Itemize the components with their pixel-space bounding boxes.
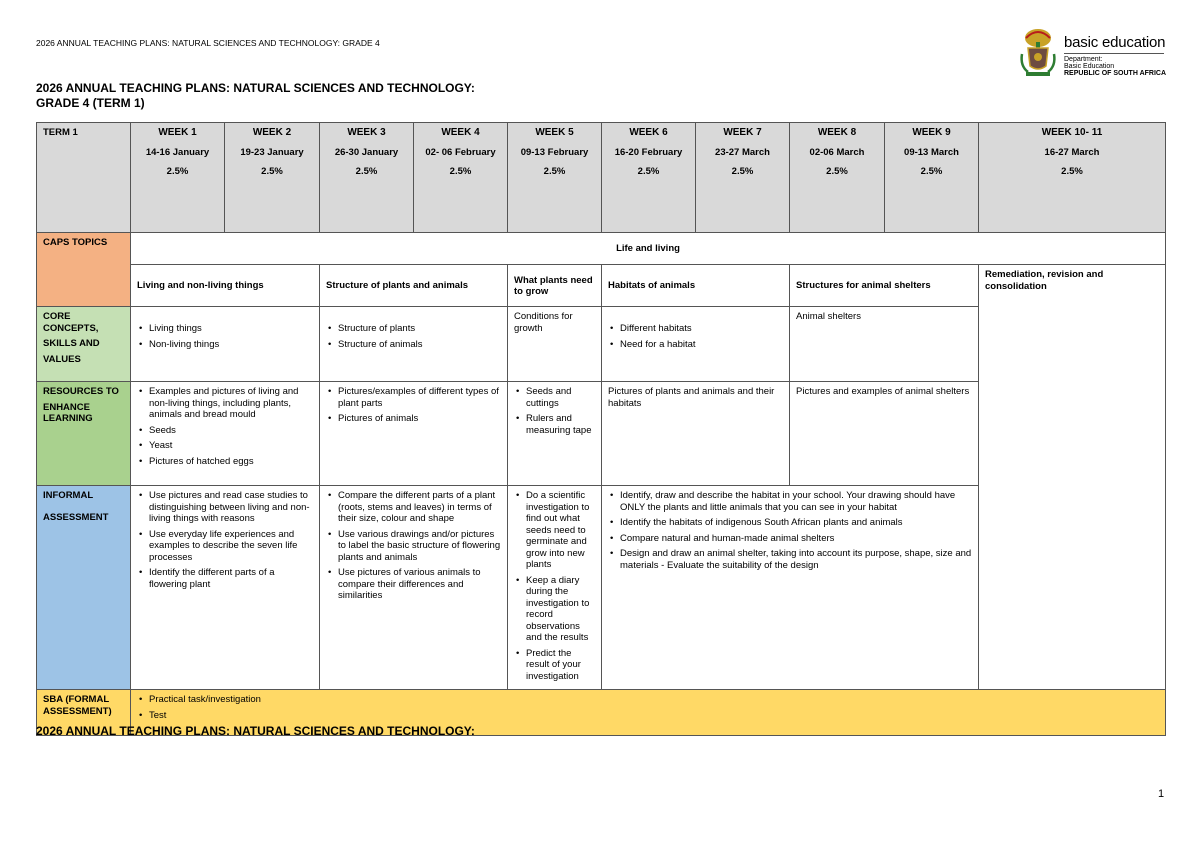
week-dates: 02- 06 February bbox=[425, 146, 496, 158]
list-item: • Identify the habitats of indigenous South African plants and animals bbox=[620, 517, 972, 529]
list-item: • Seeds bbox=[149, 425, 313, 437]
core-label-line3: VALUES bbox=[43, 353, 81, 365]
resources-cell-growth bbox=[508, 382, 602, 486]
informal-cell-living bbox=[131, 486, 320, 690]
res-label-line2: ENHANCE LEARNING bbox=[43, 401, 93, 424]
running-header: 2026 ANNUAL TEACHING PLANS: NATURAL SCIENCES AND TECHNOLOGY: GRADE 4 bbox=[36, 38, 380, 48]
week-pct: 2.5% bbox=[826, 166, 848, 177]
list-item: • Living things bbox=[149, 323, 313, 335]
core-cell-structure bbox=[320, 307, 508, 382]
list-item: • Do a scientific investigation to find out what seeds need to germinate and grow into new plants bbox=[526, 490, 595, 571]
week-name: WEEK 10- 11 bbox=[1041, 127, 1103, 138]
week-cell bbox=[414, 123, 508, 233]
week-dates: 23-27 March bbox=[715, 146, 770, 158]
week-cell bbox=[790, 123, 885, 233]
resources-label bbox=[37, 382, 131, 486]
topic-animal-shelters: Structures for animal shelters bbox=[790, 265, 979, 307]
week-pct: 2.5% bbox=[449, 166, 472, 177]
core-cell-shelters: Animal shelters bbox=[790, 307, 979, 382]
week-dates: 02-06 March bbox=[809, 146, 865, 158]
week-pct: 2.5% bbox=[543, 166, 566, 177]
week-pct: 2.5% bbox=[166, 166, 189, 177]
week-dates: 14-16 January bbox=[145, 146, 210, 158]
title-line-2: GRADE 4 (TERM 1) bbox=[36, 96, 145, 110]
week-cell bbox=[602, 123, 696, 233]
res-label-line1: RESOURCES TO bbox=[43, 386, 119, 397]
inf-label-line1: INFORMAL bbox=[43, 490, 94, 501]
week-dates: 19-23 January bbox=[240, 146, 304, 158]
list-item: • Yeast bbox=[149, 440, 313, 452]
list-item: • Use various drawings and/or pictures to label the basic structure of flowering plants and animals bbox=[338, 529, 501, 564]
caps-topics-label: CAPS TOPICS bbox=[37, 233, 131, 307]
list-item: • Compare the different parts of a plant (roots, stems and leaves) in terms of their size, colour and shape bbox=[338, 490, 501, 525]
week-pct: 2.5% bbox=[920, 166, 943, 177]
list-item: • Examples and pictures of living and non-living things, including plants, animals and bread mould bbox=[149, 386, 313, 421]
logo-dept-line1: Department: bbox=[1064, 56, 1103, 63]
list-item: • Seeds and cuttings bbox=[526, 386, 595, 409]
resources-cell-structure bbox=[320, 382, 508, 486]
week-dates: 09-13 February bbox=[520, 146, 589, 158]
list-item: • Design and draw an animal shelter, taking into account its purpose, shape, size and materials - Evaluate the suitability of the design bbox=[620, 548, 972, 571]
coat-of-arms-icon bbox=[1018, 26, 1058, 78]
caps-topics-row bbox=[37, 265, 1166, 307]
list-item: • Need for a habitat bbox=[620, 339, 783, 351]
core-cell-growth: Conditions for growth bbox=[508, 307, 602, 382]
topic-structure-plants-animals: Structure of plants and animals bbox=[320, 265, 508, 307]
list-item: • Test bbox=[149, 710, 1159, 722]
list-item: • Rulers and measuring tape bbox=[526, 413, 595, 436]
week-pct: 2.5% bbox=[731, 166, 754, 177]
topic-what-plants-need: What plants need to grow bbox=[508, 265, 602, 307]
dbe-logo bbox=[1018, 26, 1168, 80]
document-title bbox=[36, 81, 475, 111]
list-item: • Pictures/examples of different types of plant parts bbox=[338, 386, 501, 409]
list-item: • Compare natural and human-made animal shelters bbox=[620, 533, 972, 545]
resources-cell-shelters: Pictures and examples of animal shelters bbox=[790, 382, 979, 486]
term-label: TERM 1 bbox=[37, 123, 131, 233]
week-name: WEEK 9 bbox=[912, 127, 951, 138]
list-item: • Use pictures and read case studies to distinguishing between living and non-living things with reasons bbox=[149, 490, 313, 525]
list-item: • Structure of animals bbox=[338, 339, 501, 351]
inf-label-line2: ASSESSMENT bbox=[43, 511, 109, 523]
topic-habitats: Habitats of animals bbox=[602, 265, 790, 307]
list-item: • Practical task/investigation bbox=[149, 694, 1159, 706]
week-header-row bbox=[37, 123, 1166, 233]
informal-cell-habitats-shelters bbox=[602, 486, 979, 690]
week-cell bbox=[131, 123, 225, 233]
week-pct: 2.5% bbox=[637, 166, 660, 177]
week-pct: 2.5% bbox=[355, 166, 378, 177]
list-item: • Use pictures of various animals to compare their differences and similarities bbox=[338, 567, 501, 602]
week-cell bbox=[696, 123, 790, 233]
week-dates: 16-20 February bbox=[614, 146, 683, 158]
informal-cell-structure bbox=[320, 486, 508, 690]
list-item: • Identify, draw and describe the habitat in your school. Your drawing should have ONLY the plants and little animals that you can see in your habitat bbox=[620, 490, 972, 513]
topic-remediation: Remediation, revision and consolidation bbox=[979, 265, 1166, 690]
week-name: WEEK 6 bbox=[629, 127, 668, 138]
next-section-title: 2026 ANNUAL TEACHING PLANS: NATURAL SCIENCES AND TECHNOLOGY: bbox=[36, 724, 475, 738]
list-item: • Identify the different parts of a flowering plant bbox=[149, 567, 313, 590]
week-cell bbox=[320, 123, 414, 233]
strand-title: Life and living bbox=[131, 233, 1166, 265]
logo-title: basic education bbox=[1064, 34, 1166, 51]
page-number: 1 bbox=[1158, 788, 1165, 800]
teaching-plan-table bbox=[36, 122, 1166, 736]
week-name: WEEK 3 bbox=[347, 127, 386, 138]
list-item: • Different habitats bbox=[620, 323, 783, 335]
week-cell bbox=[885, 123, 979, 233]
list-item: • Predict the result of your investigation bbox=[526, 648, 595, 683]
week-name: WEEK 1 bbox=[158, 127, 197, 138]
sba-label: SBA (FORMAL ASSESSMENT) bbox=[37, 690, 131, 736]
resources-cell-habitats: Pictures of plants and animals and their habitats bbox=[602, 382, 790, 486]
week-cell bbox=[508, 123, 602, 233]
week-dates: 09-13 March bbox=[904, 146, 959, 158]
logo-dept-line2: Basic Education bbox=[1064, 63, 1115, 70]
core-label-line1: CORE CONCEPTS, bbox=[43, 311, 99, 334]
resources-cell-living bbox=[131, 382, 320, 486]
logo-country: REPUBLIC OF SOUTH AFRICA bbox=[1064, 70, 1167, 77]
list-item: • Pictures of animals bbox=[338, 413, 501, 425]
core-cell-living bbox=[131, 307, 320, 382]
list-item: • Non-living things bbox=[149, 339, 313, 351]
list-item: • Use everyday life experiences and examples to describe the seven life processes bbox=[149, 529, 313, 564]
logo-divider bbox=[1064, 53, 1164, 54]
caps-strand-row bbox=[37, 233, 1166, 265]
list-item: • Structure of plants bbox=[338, 323, 501, 335]
list-item: • Pictures of hatched eggs bbox=[149, 456, 313, 468]
core-label-line2: SKILLS AND bbox=[43, 338, 100, 349]
week-cell bbox=[979, 123, 1166, 233]
informal-cell-growth bbox=[508, 486, 602, 690]
week-pct: 2.5% bbox=[1061, 166, 1083, 177]
core-cell-habitats bbox=[602, 307, 790, 382]
week-name: WEEK 4 bbox=[441, 127, 480, 138]
title-line-1: 2026 ANNUAL TEACHING PLANS: NATURAL SCIENCES AND TECHNOLOGY: bbox=[36, 81, 475, 95]
week-name: WEEK 7 bbox=[723, 127, 762, 138]
week-name: WEEK 8 bbox=[817, 127, 857, 138]
week-name: WEEK 2 bbox=[252, 127, 292, 138]
week-dates: 26-30 January bbox=[334, 146, 399, 158]
week-name: WEEK 5 bbox=[535, 127, 574, 138]
week-cell bbox=[225, 123, 320, 233]
core-concepts-label bbox=[37, 307, 131, 382]
list-item: • Keep a diary during the investigation to record observations and the results bbox=[526, 575, 595, 644]
topic-living-non-living: Living and non-living things bbox=[131, 265, 320, 307]
week-dates: 16-27 March bbox=[1044, 146, 1100, 158]
week-pct: 2.5% bbox=[261, 166, 283, 177]
informal-assessment-label bbox=[37, 486, 131, 690]
